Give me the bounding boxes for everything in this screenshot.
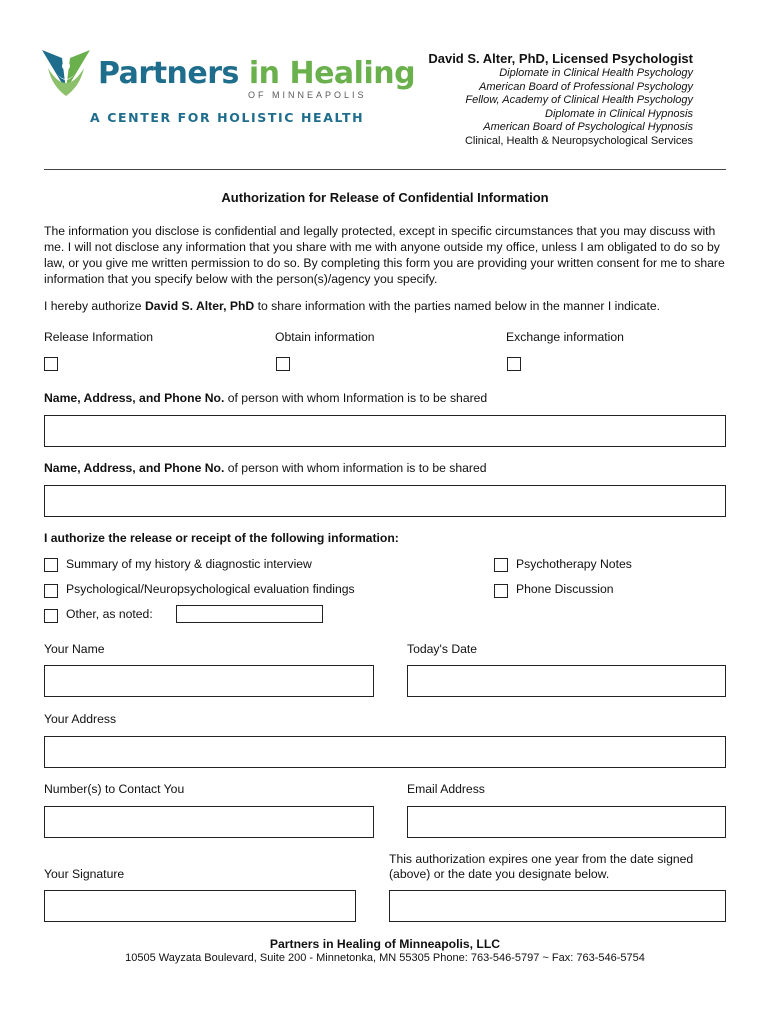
- expiry-note-line1: This authorization expires one year from the date signed: [389, 852, 694, 866]
- psychotherapy-checkbox[interactable]: [494, 558, 508, 572]
- party2-label: Name, Address, and Phone No. of person with whom information is to be shared: [44, 461, 487, 475]
- footer-address: 10505 Wayzata Boulevard, Suite 200 - Minnetonka, MN 55305 Phone: 763-546-5797 ~ Fax: 763-546-5754: [125, 952, 645, 964]
- party2-field[interactable]: [44, 485, 726, 517]
- your-name-label: Your Name: [44, 642, 105, 656]
- option-release-label: Release Information: [44, 330, 154, 344]
- other-field[interactable]: [176, 605, 323, 623]
- info-heading: I authorize the release or receipt of the following information:: [44, 531, 399, 545]
- option-release-checkbox[interactable]: [44, 357, 58, 371]
- option-obtain-label: Obtain information: [275, 330, 375, 344]
- option-exchange-label: Exchange information: [506, 330, 624, 344]
- other-checkbox[interactable]: [44, 609, 58, 623]
- header-divider: [44, 169, 726, 170]
- contact-numbers-label: Number(s) to Contact You: [44, 782, 185, 796]
- authorize-statement: I hereby authorize David S. Alter, PhD to share information with the parties named below in the manner I indicate.: [44, 299, 661, 313]
- logo-mark-icon: [40, 46, 92, 100]
- expiry-note-line2: (above) or the date you designate below.: [389, 867, 610, 881]
- contact-numbers-field[interactable]: [44, 806, 374, 838]
- option-exchange-checkbox[interactable]: [507, 357, 521, 371]
- phone-label: Phone Discussion: [516, 582, 614, 596]
- summary-checkbox[interactable]: [44, 558, 58, 572]
- expiry-date-field[interactable]: [389, 890, 726, 922]
- your-address-field[interactable]: [44, 736, 726, 768]
- summary-label: Summary of my history & diagnostic interview: [66, 557, 312, 571]
- footer-company: Partners in Healing of Minneapolis, LLC: [269, 937, 501, 951]
- provider-credentials: [465, 67, 693, 149]
- evaluation-label: Psychological/Neuropsychological evaluation findings: [66, 582, 355, 596]
- intro-paragraph: The information you disclose is confidential and legally protected, except in specific circumstances that you may discuss with me. I will not disclose any information that you share with me with anyone outside my office, unless I am obligated to do so by law, or you give me written permission to do so. By completing this form you are providing your written consent for me to share information that you specify below with the person(s)/agency you specify.: [44, 224, 725, 286]
- provider-name: David S. Alter, PhD, Licensed Psychologist: [428, 51, 693, 66]
- provider-services: Clinical, Health & Neuropsychological Services: [464, 134, 693, 147]
- other-label: Other, as noted:: [66, 607, 153, 621]
- signature-field[interactable]: [44, 890, 356, 922]
- credential-line: Diplomate in Clinical Hypnosis: [545, 107, 693, 120]
- todays-date-field[interactable]: [407, 665, 726, 697]
- party1-field[interactable]: [44, 415, 726, 447]
- credential-line: American Board of Psychological Hypnosis: [483, 121, 693, 134]
- logo-subtitle: OF MINNEAPOLIS: [248, 90, 367, 100]
- todays-date-label: Today's Date: [407, 642, 478, 656]
- signature-label: Your Signature: [44, 867, 125, 881]
- provider-name-inline: David S. Alter, PhD: [144, 299, 255, 313]
- your-address-label: Your Address: [44, 712, 117, 726]
- credential-line: Diplomate in Clinical Health Psychology: [499, 67, 693, 79]
- form-title: Authorization for Release of Confidential Information: [221, 190, 549, 205]
- credential-line: Fellow, Academy of Clinical Health Psychology: [465, 94, 693, 107]
- logo-tagline: A CENTER FOR HOLISTIC HEALTH: [90, 110, 365, 125]
- email-field[interactable]: [407, 806, 726, 838]
- your-name-field[interactable]: [44, 665, 374, 697]
- credential-line: American Board of Professional Psychology: [479, 80, 693, 93]
- phone-checkbox[interactable]: [494, 584, 508, 598]
- email-label: Email Address: [407, 782, 485, 796]
- option-obtain-checkbox[interactable]: [276, 357, 290, 371]
- party1-label: Name, Address, and Phone No. of person with whom Information is to be shared: [44, 391, 488, 405]
- evaluation-checkbox[interactable]: [44, 584, 58, 598]
- psychotherapy-label: Psychotherapy Notes: [516, 557, 632, 571]
- logo-wordmark: Partners in Healing: [98, 56, 416, 91]
